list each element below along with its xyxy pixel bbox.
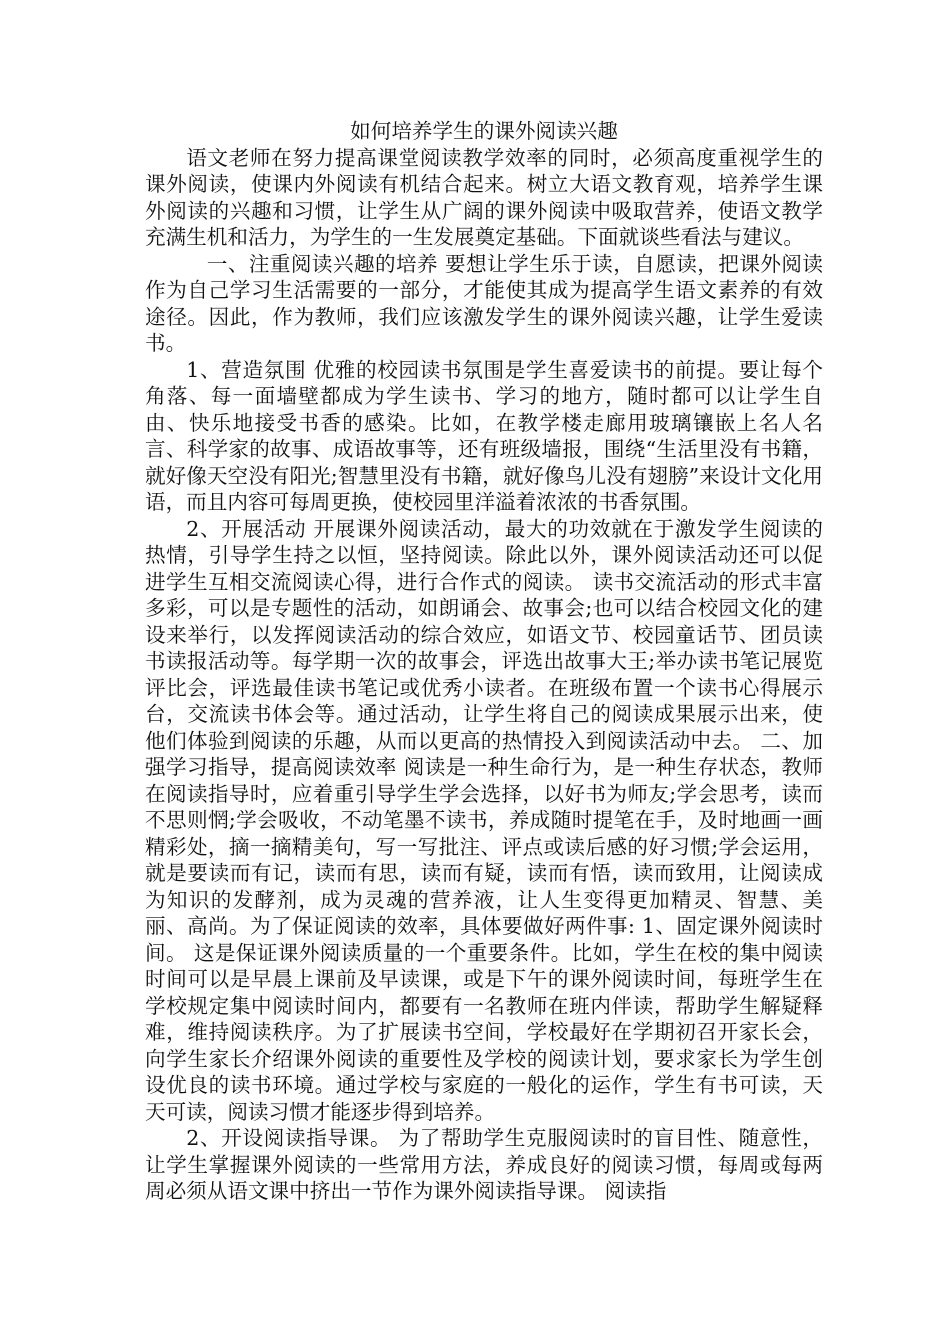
paragraph-guidance-class: 2、开设阅读指导课。 为了帮助学生克服阅读时的盲目性、随意性，让学生掌握课外阅读的一些常用方法，养成良好的阅读习惯，每周或每两周必须从语文课中挤出一节作为课外阅读指导课。 阅读指 — [145, 1126, 823, 1203]
paragraph-activities: 2、开展活动 开展课外阅读活动，最大的功效就在于激发学生阅读的热情，引导学生持之以恒，坚持阅读。除此以外，课外阅读活动还可以促进学生互相交流阅读心得，进行合作式的阅读。 读书交流活动的形式丰富多彩，可以是专题性的活动，如朗诵会、故事会;也可以结合校园文化的建设来举行，以发挥阅读活动的综合效应，如语文节、校园童话节、团员读书读报活动等。每学期一次的故事会，评选出故事大王;举办读书笔记展览评比会，评选最佳读书笔记或优秀小读者。在班级布置一个读书心得展示台，交流读书体会等。通过活动，让学生将自己的阅读成果展示出来，使他们体验到阅读的乐趣，从而以更高的热情投入到阅读活动中去。 二、加强学习指导，提高阅读效率 阅读是一种生命行为，是一种生存状态，教师在阅读指导时，应着重引导学生学会选择，以好书为师友;学会思考，读而不思则惘;学会吸收，不动笔墨不读书，养成随时提笔在手，及时地画一画精彩处，摘一摘精美句，写一写批注、评点或读后感的好习惯;学会运用，就是要读而有记，读而有思，读而有疑，读而有悟，读而致用，让阅读成为知识的发酵剂，成为灵魂的营养液，让人生变得更加精灵、智慧、美丽、高尚。为了保证阅读的效率，具体要做好两件事: 1、固定课外阅读时间。 这是保证课外阅读质量的一个重要条件。比如，学生在校的集中阅读时间可以是早晨上课前及早读课，或是下午的课外阅读时间，每班学生在学校规定集中阅读时间内，都要有一名教师在班内伴读，帮助学生解疑释难，维持阅读秩序。为了扩展读书空间，学校最好在学期初召开家长会，向学生家长介绍课外阅读的重要性及学校的阅读计划，要求家长为学生创设优良的读书环境。通过学校与家庭的一般化的运作，学生有书可读，天天可读，阅读习惯才能逐步得到培养。 — [145, 516, 823, 1124]
document-page — [145, 118, 823, 1205]
paragraph-intro: 语文老师在努力提高课堂阅读教学效率的同时，必须高度重视学生的课外阅读，使课内外阅读有机结合起来。树立大语文教育观，培养学生课外阅读的兴趣和习惯，让学生从广阔的课外阅读中吸取营养，使语文教学充满生机和活力，为学生的一生发展奠定基础。下面就谈些看法与建议。 — [145, 145, 823, 249]
paragraph-atmosphere: 1、营造氛围 优雅的校园读书氛围是学生喜爱读书的前提。要让每个角落、每一面墙壁都成为学生读书、学习的地方，随时都可以让学生自由、快乐地接受书香的感染。比如，在教学楼走廊用玻璃镶嵌上名人名言、科学家的故事、成语故事等，还有班级墙报，围绕“生活里没有书籍，就好像天空没有阳光;智慧里没有书籍，就好像鸟儿没有翅膀”来设计文化用语，而且内容可每周更换，使校园里洋溢着浓浓的书香氛围。 — [145, 357, 823, 514]
document-title: 如何培养学生的课外阅读兴趣 — [350, 119, 618, 143]
paragraph-section-one: 一、注重阅读兴趣的培养 要想让学生乐于读，自愿读，把课外阅读作为自己学习生活需要的一部分，才能使其成为提高学生语文素养的有效途径。因此，作为教师，我们应该激发学生的课外阅读兴趣，让学生爱读书。 — [145, 251, 823, 355]
